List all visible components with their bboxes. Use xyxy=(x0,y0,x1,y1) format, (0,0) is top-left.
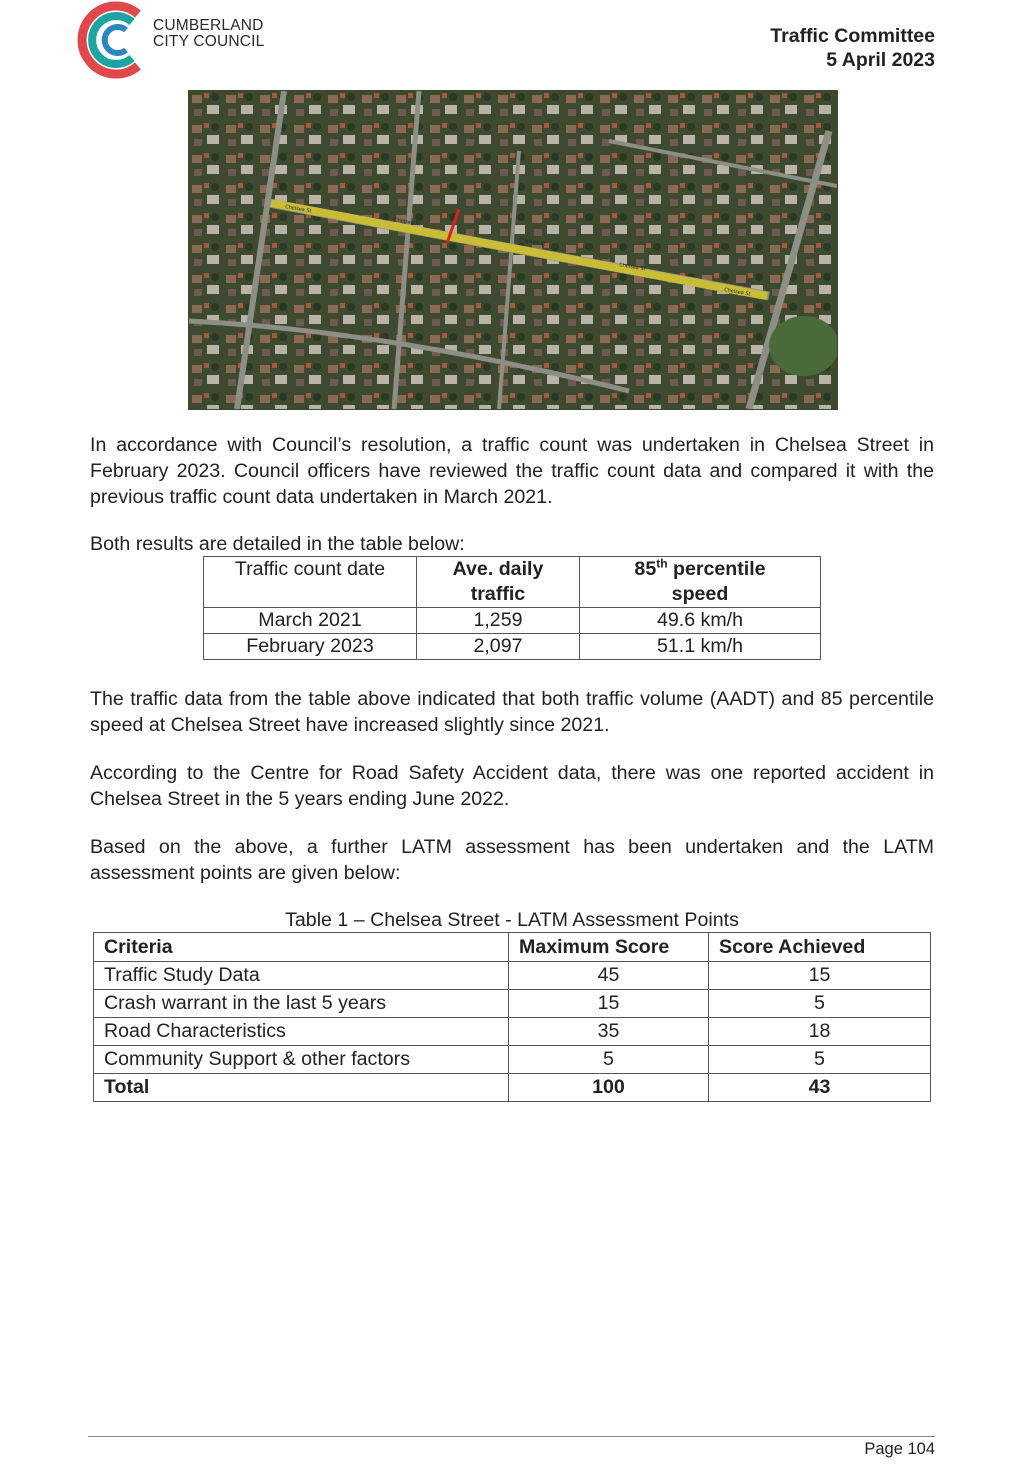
header-85th-percentile-speed xyxy=(580,557,821,608)
table-row xyxy=(204,608,821,634)
page-number: Page 104 xyxy=(864,1440,935,1458)
document-header xyxy=(770,24,935,72)
table-row xyxy=(94,1018,931,1046)
map-street-label-5: Chelsea St xyxy=(723,287,751,298)
achieved-score-cell: 18 xyxy=(709,1018,931,1046)
table-row xyxy=(94,990,931,1018)
max-score-cell: 5 xyxy=(509,1046,709,1074)
intro-paragraph: In accordance with Council’s resolution, a traffic count was undertaken in Chelsea Street in February 2023. Council officers have reviewed the traffic count data and compared it with the previous traffic count data undertaken in March 2021. xyxy=(90,434,934,508)
ave-traffic-cell: 2,097 xyxy=(417,634,580,660)
council-logo xyxy=(76,0,276,80)
meeting-date: 5 April 2023 xyxy=(826,49,935,71)
total-max-cell: 100 xyxy=(509,1074,709,1102)
header-count-date: Traffic count date xyxy=(204,557,417,608)
latm-assessment-paragraph: Based on the above, a further LATM assessment has been undertaken and the LATM assessment points are given below: xyxy=(90,836,934,884)
table-intro-text: Both results are detailed in the table below: xyxy=(90,533,465,555)
total-achieved-cell: 43 xyxy=(709,1074,931,1102)
header-ave-line2: traffic xyxy=(470,583,526,605)
map-street-label-4: Chelsea St xyxy=(618,262,646,273)
achieved-score-cell: 5 xyxy=(709,1046,931,1074)
header-pct-rest: percentile xyxy=(667,558,766,580)
count-date-cell: February 2023 xyxy=(204,634,417,660)
footer-divider xyxy=(88,1436,935,1437)
header-score-achieved: Score Achieved xyxy=(709,933,931,962)
traffic-count-header-row xyxy=(204,557,821,608)
aerial-map xyxy=(188,90,838,410)
aerial-map-image xyxy=(189,91,837,409)
achieved-score-cell: 5 xyxy=(709,990,931,1018)
map-street-label-2: Chelsea St xyxy=(393,217,421,228)
max-score-cell: 35 xyxy=(509,1018,709,1046)
table-row xyxy=(94,962,931,990)
council-logo-mark-icon xyxy=(76,0,156,80)
criteria-cell: Community Support & other factors xyxy=(94,1046,509,1074)
council-name-line1: CUMBERLAND xyxy=(153,17,264,34)
map-street-label-1: Chelsea St xyxy=(284,204,312,215)
accident-data-paragraph: According to the Centre for Road Safety Accident data, there was one reported accident in Chelsea Street in the 5 years ending June 2022. xyxy=(90,762,934,810)
map-street-label-3: Chelsea St xyxy=(518,237,546,248)
criteria-cell: Crash warrant in the last 5 years xyxy=(94,990,509,1018)
achieved-score-cell: 15 xyxy=(709,962,931,990)
max-score-cell: 45 xyxy=(509,962,709,990)
header-criteria: Criteria xyxy=(94,933,509,962)
latm-table-caption: Table 1 – Chelsea Street - LATM Assessment Points xyxy=(285,909,739,931)
table-row xyxy=(94,1046,931,1074)
latm-header-row xyxy=(94,933,931,962)
header-maximum-score: Maximum Score xyxy=(509,933,709,962)
header-ave-line1: Ave. daily xyxy=(452,558,544,580)
max-score-cell: 15 xyxy=(509,990,709,1018)
latm-assessment-table xyxy=(93,932,931,1102)
total-row xyxy=(94,1074,931,1102)
criteria-cell: Road Characteristics xyxy=(94,1018,509,1046)
traffic-count-table xyxy=(203,556,821,660)
header-ave-daily-traffic xyxy=(417,557,580,608)
council-name xyxy=(153,18,265,50)
criteria-cell: Traffic Study Data xyxy=(94,962,509,990)
header-pct-sup: th xyxy=(656,556,668,571)
total-label-cell: Total xyxy=(94,1074,509,1102)
table-row xyxy=(204,634,821,660)
speed-cell: 49.6 km/h xyxy=(580,608,821,634)
header-pct-num: 85 xyxy=(634,558,657,580)
committee-title: Traffic Committee xyxy=(770,25,935,47)
ave-traffic-cell: 1,259 xyxy=(417,608,580,634)
header-pct-line2: speed xyxy=(671,583,729,605)
council-name-line2: CITY COUNCIL xyxy=(153,33,265,50)
speed-cell: 51.1 km/h xyxy=(580,634,821,660)
traffic-data-paragraph: The traffic data from the table above indicated that both traffic volume (AADT) and 85 percentile speed at Chelsea Street have increased slightly since 2021. xyxy=(90,688,934,736)
count-date-cell: March 2021 xyxy=(204,608,417,634)
